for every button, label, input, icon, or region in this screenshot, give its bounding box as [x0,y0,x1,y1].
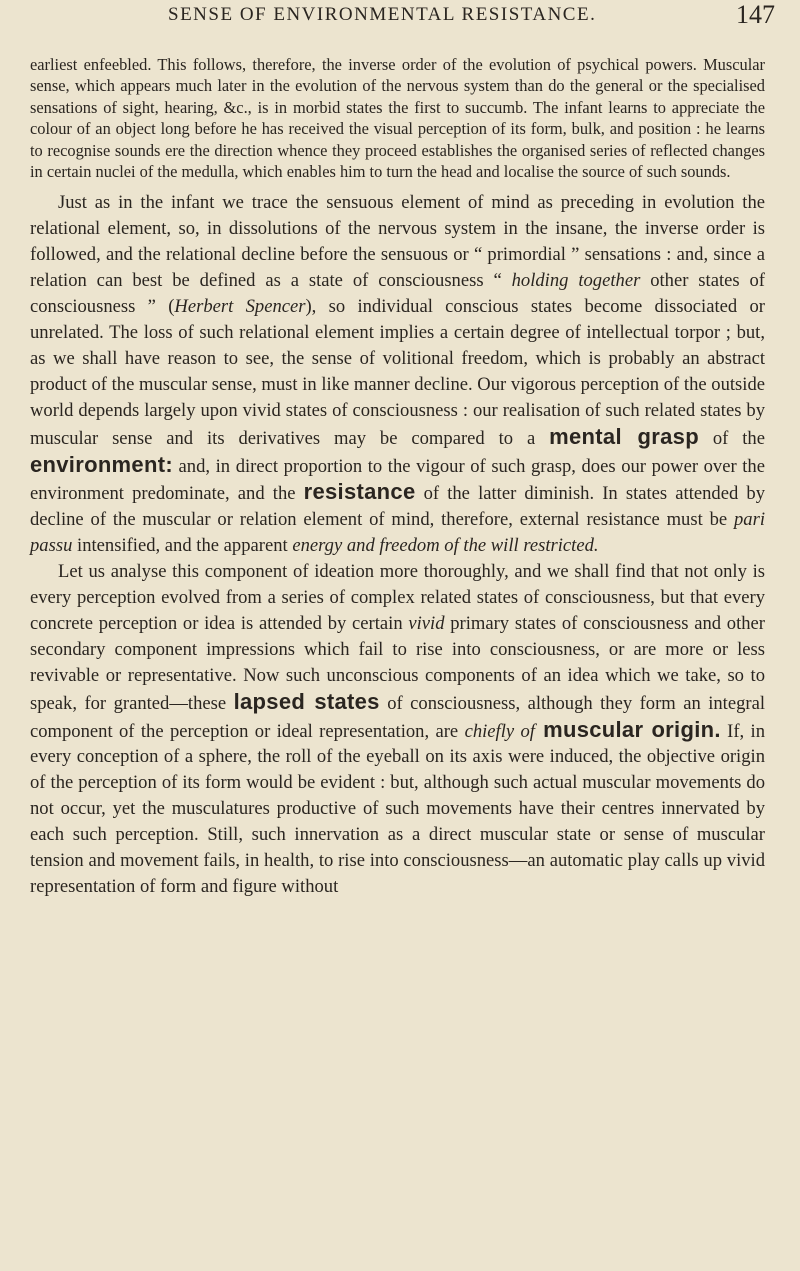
page-number: 147 [736,0,775,29]
text-run: other states of consciousness ” ( [30,270,766,318]
author-citation: Herbert Spencer [174,296,306,318]
text-run: Just as in the infant we trace the sensuous element of mind as preceding in evolution the relational element, so, in dissolutions of the nervous system in the insane, the inverse order is followed, and the relational decline before the sensuous or “ primordial ” sensations : and, since a relation can best be defined as a state of consciousness “ [30,192,765,292]
emphasis-resistance: resistance [303,479,416,505]
text-run: ), so individual conscious states become dissociated or unrelated. The loss of such relational element implies a certain degree of intellectual torpor ; but, as we shall have reason to see, the sense of volitional freedom, which is probably an abstract product of the muscular sense, must in like manner decline. Our vigorous perception of the outside world depends largely upon vivid states of consciousness : our realisation of such related states by muscular sense and its derivatives may be compared to a [30,296,765,449]
text-run: of the [698,427,765,449]
emphasis-muscular-origin: muscular origin. [534,716,721,742]
italic-phrase: chiefly of [464,720,535,742]
text-run: intensified, and the apparent [72,535,293,557]
book-page [30,0,775,900]
intro-paragraph: earliest enfeebled. This follows, therefore, the inverse order of the evolution of psychical powers. Muscular sense, which appears much later in the evolution of the nervous system than do the general or the specialised sensations of sight, hearing, &c., is in morbid states the first to succumb. The infant learns to appreciate the colour of an object long before he has received the visual perception of its form, bulk, and position : he learns to recognise sounds ere the direction whence they proceed establishes the organised series of reflected changes in certain nuclei of the medulla, which enables him to turn the head and localise the source of such sounds. [30,55,765,182]
emphasis-lapsed-states: lapsed states [233,688,380,714]
paragraph-relational-element [30,190,765,559]
italic-phrase: energy and freedom of the will restricted. [292,535,599,557]
text-run: of consciousness, although they form an integral component of the perception or ideal representation, are [30,692,766,742]
text-run: of the latter diminish. In states attended by decline of the muscular or relation element of mind, therefore, external resistance must be [30,483,765,531]
text-run: primary states of consciousness and other secondary component impressions which fail to rise into consciousness, or are more or less revivable or representative. Now such unconscious components of an idea which we take, so to speak, for granted—these [30,612,765,714]
italic-phrase: vivid [408,612,445,634]
page-header [30,0,775,34]
text-run: If, in every conception of a sphere, the roll of the eyeball on its axis were induced, the objective origin of the perception of its form would be evident : but, although such actual muscular movements do not occur, yet the musculatures productive of such movements have their centres innervated by each such perception. Still, such innervation as a direct muscular state or sense of muscular tension and movement fails, in health, to rise into consciousness—an automatic play calls up vivid representation of form and figure without [30,720,766,897]
emphasis-mental-grasp: mental grasp [549,423,699,449]
paragraph-ideation [30,559,765,900]
text-run: Let us analyse this component of ideation more thoroughly, and we shall find that not only is every perception evolved from a series of complex related states of consciousness, but that every concrete perception or idea is attended by certain [30,561,765,634]
italic-phrase: holding together [511,270,641,292]
text-run: and, in direct proportion to the vigour of such grasp, does our power over the environment predominate, and the [30,455,765,505]
emphasis-environment: environment: [30,451,173,477]
italic-phrase: pari passu [30,509,765,557]
running-title: SENSE OF ENVIRONMENTAL RESISTANCE. [168,4,597,25]
